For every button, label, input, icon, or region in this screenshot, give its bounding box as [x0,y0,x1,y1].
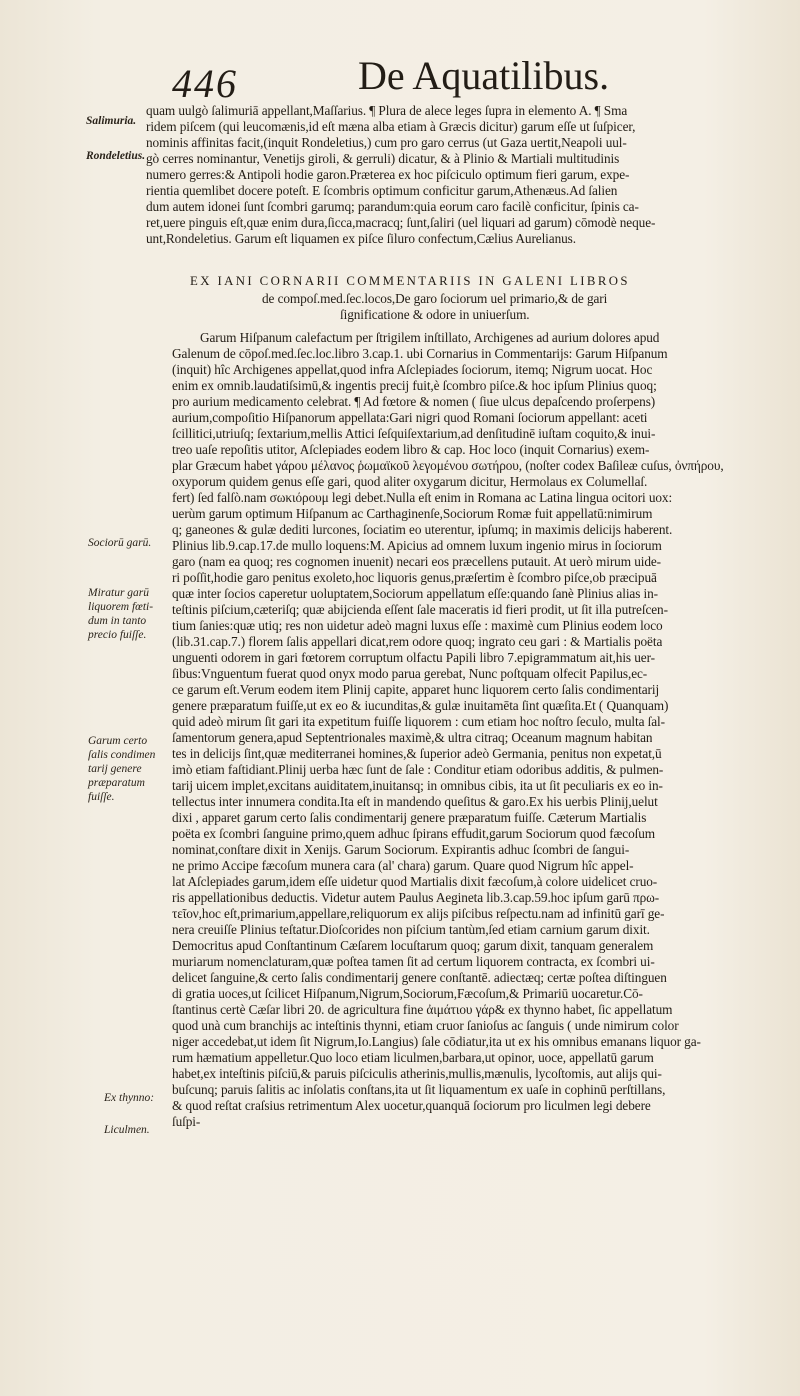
text-line: ridem piſcem (qui leucomænis,id eſt mæna alba etiam à Græcis dicitur) garum eſſe ut ſuſpicer, [146,119,636,134]
margin-note-garum-certo: fuiſſe. [88,791,115,803]
text-line: Plinius lib.9.cap.17.de mullo loquens:M. Apicius ad omnem luxum ingenio mirus in ſociorum [172,538,662,553]
text-line: ret,uere pinguis eſt,quæ enim dura,ſicca,macracq; ſunt,ſaliri (uel liquari ad garum) cōmodè neque- [146,215,656,230]
text-line: gò cerres nominantur, Venetijs giroli, & gerruli) dicatur, & à Plinio & Martiali multitudinis [146,151,620,166]
text-line: pro aurium medicamento celebrat. ¶ Ad fœtore & nomen ( ſiue ulcus depaſcendo proſerpens) [172,394,656,409]
text-line: quid adeò mirum ſit gari ita expetitum fuiſſe liquorem : cum etiam hoc noſtro ſeculo, multa ſal- [172,714,665,729]
text-line: rientia quemlibet docere poteſt. E ſcombris optimum conficitur garum,Athenæus.Ad ſalien [146,183,618,198]
text-line: poëta ex ſcombri ſanguine primo,quem adhuc ſpirans effudit,garum Sociorum quod fæcoſum [172,826,656,841]
margin-note-sociorum-garum: Sociorū garū. [88,537,152,549]
text-line: unt,Rondeletius. Garum eſt liquamen ex piſce ſiluro confectum,Cælius Aurelianus. [146,231,576,246]
text-line: ce garum eſt.Verum eodem item Plinij capite, apparet hunc liquorem certo ſalis condimentarij [172,682,660,697]
text-line: ſamentorum genera,apud Septentrionales maximè,& ultra citraq; Oceanum magnum habitan [172,730,653,745]
margin-note-garum-certo: Garum certo [88,735,148,747]
margin-note-miratur: precio fuiſſe. [88,629,147,641]
margin-note-garum-certo: præparatum [88,777,145,789]
text-line: plar Græcum habet γάρου μέλανος ῥωμαϊκοῦ λεγομένου σωτήρου, (noſter codex Baſileæ cuſus, ὀνπήρου, [172,458,724,473]
text-line: teſtinis piſcium,cæteriſq; quæ abijcienda eſſent ſale maceratis id fieri prodit, ut ſit illa putreſcen- [172,602,668,617]
text-line: buſcunq; paruis ſalitis ac inſolatis conſtans,ita ut ſit liquamentum ex uaſe in cophinū perſtillans, [172,1082,666,1097]
text-line: ne primo Accipe fæcoſum munera cara (al' chara) garum. Quare quod Nigrum hîc appel- [172,858,634,873]
text-line: quam uulgò ſalimuriā appellant,Maſſarius. ¶ Plura de alece leges ſupra in elemento A. ¶ Sma [146,103,628,118]
text-line: lat Aſclepiades garum,idem eſſe uidetur quod Martialis dixit fæcoſum,à colore uidelicet cruo- [172,874,658,889]
margin-note-liculmen: Liculmen. [104,1124,150,1136]
running-head: De Aquatilibus. [358,53,610,98]
text-line: garo (nam ea quoq; res cognomen inuenit) necari eos præcellens putauit. At uerò mirum uide- [172,554,662,569]
text-line: muriarum nomenclaturam,quæ poſtea tamen ſit ad certum liquorem contracta, ex ſcombri ui- [172,954,655,969]
margin-note-garum-certo: tarij genere [88,763,142,775]
text-line: tium ſanies:quæ utiq; res non uidetur adeò magni luxus eſſe : maximè cum Plinius eodem loco [172,618,663,633]
text-line: delicet ſanguine,& certo ſalis condimentarij genere conſtantē. adiectæq; certæ poſtea diſtinguen [172,970,667,985]
text-line: Democritus apud Conſtantinum Cæſarem locuſtarum quoq; garum dixit, tanquam generalem [172,938,654,953]
text-line: tellectus inter innumera condita.Ita eſt in mandendo queſitus & garo.Ex his uerbis Plinij,uelut [172,794,658,809]
text-line: ſibus:Vnguentum fuerat quod onyx modo parua gerebat, Nunc poſtquam olfecit Papilus,ec- [172,666,648,681]
section-heading-line: de compoſ.med.ſec.locos,De garo ſociorum uel primario,& de gari [262,291,608,306]
margin-note-miratur: liquorem fœti- [88,601,154,613]
text-line: di gratia uoces,ut ſcilicet Hiſpanum,Nigrum,Sociorum,Fæcoſum,& Primariū uocaretur.Cō- [172,986,643,1001]
text-line: uerùm garum optimum Hiſpanum ac Carthaginenſe,Sociorum Romæ fuit appellatū:nimirum [172,506,653,521]
text-line: nominat,conſtare dixit in Xenijs. Garum Sociorum. Expirantis adhuc ſcombri de ſangui- [172,842,630,857]
margin-note-miratur: dum in tanto [88,615,147,627]
text-line: ſtantinus certè Cæſar libri 20. de agricultura fine ἀιμάτιου γάρ& ex thynno habet, ſic appellatum [172,1002,673,1017]
text-line: fert) ſed falſò.nam σωκιόρουμ legi debet.Nulla eſt enim in Romana ac Latina lingua ocitori uox: [172,490,673,505]
text-line: unguenti odorem in gari fœtorem corruptum olfactu Papili libro 7.epigrammatum ait,his uer- [172,650,655,665]
text-line: Garum Hiſpanum calefactum per ſtrigilem inſtillato, Archigenes ad aurium dolores apud [200,330,660,345]
text-line: ris appellationibus deductis. Videtur autem Paulus Aegineta lib.3.cap.59.hoc ipſum garū πρω- [172,890,660,905]
text-line: habet,ex inteſtinis piſciū,& paruis piſciculis atherinis,mullis,mænulis, lycoſtomis, aut alijs qui- [172,1066,662,1081]
text-line: rum hæmatium appelletur.Quo loco etiam liculmen,barbara,ut opinor, uoce, appellatū garum [172,1050,654,1065]
margin-note-miratur: Miratur garū [88,587,150,599]
text-line: ſcillitici,utriuſq; ſextarium,mellis Attici ſeſquiſextarium,ad denſitudinē iuſtam coquito,& inui- [172,426,656,441]
page-number: 446 [172,61,238,106]
section-heading: EX IANI CORNARII COMMENTARIIS IN GALENI LIBROS [190,274,630,288]
margin-note-garum-certo: ſalis condimen [88,749,156,761]
text-line: (inquit) hîc Archigenes appellat,quod infra Aſclepiades ſociorum, itemq; Nigrum uocat. Hoc [172,362,653,377]
text-line: (lib.31.cap.7.) florem ſalis appellari dicat,rem odore quoq; ingrato ceu gari : & Martialis poëta [172,634,663,649]
section-heading-line: ſignificatione & odore in uniuerſum. [340,307,530,322]
text-line: dixi , apparet garum certo ſalis condimentarij genere præparatum fuiſſe. Cæterum Martialis [172,810,647,825]
text-line: quod unà cum branchijs ac inteſtinis thynni, etiam cruor ſanioſus ac ſanguis ( unde nimirum color [172,1018,679,1033]
text-line: ſuſpi- [172,1114,201,1129]
text-line: imò etiam faſtidiant.Plinij uerba hæc ſunt de ſale : Conditur etiam odoribus additis, & pulmen- [172,762,664,777]
text-line: nominis affinitas facit,(inquit Rondeletius,) cum pro garo cerrus (ut Gaza uertit,Neapoli uul- [146,135,627,150]
text-line: enim ex omnib.laudatiſsimū,& ingentis precij fuit,è ſcombro piſce.& hoc ipſum Plinius quoq; [172,378,657,393]
text-line: dum autem idonei ſunt ſcombri garumq; parandum:quia eorum caro facilè conficitur, ſpinis ca- [146,199,639,214]
text-line: tarij uicem implet,excitans auiditatem,inuitansq; in omnibus cibis, ita ut ſit peculiaris ex eo in- [172,778,663,793]
margin-note-salimuria: Salimuria. [86,115,137,127]
text-line: nera creuiſſe Plinius teſtatur.Dioſcorides non piſcium tantùm,ſed etiam carnium garum dixit. [172,922,650,937]
text-line: tes in delicijs ſint,quæ mediterranei homines,& ſuperior adeò Germania, penitus non expetat,ū [172,746,662,761]
text-line: τεῖον,hoc eſt,primarium,appellare,reliquorum ex alijs piſcibus reſpectu.nam ad infinitū garī ge- [172,906,665,921]
text-line: niger accedebat,ut idem ſit Nigrum,Io.Langius) ſale cōdiatur,ita ut ex his omnibus emanans liquor ga- [172,1034,701,1049]
text-line: numero gerres:& Antipoli hodie garon.Præterea ex hoc piſciculo optimum fieri garum, expe- [146,167,630,182]
text-line: treo uaſe repoſitis utitor, Aſclepiades eodem libro & cap. Hoc loco (inquit Cornarius) exem- [172,442,650,457]
text-line: genere præparatum fuiſſe,ut ex eo & iucunditas,& gulæ inuitamēta ſint quæſita.Et ( Quanquam) [172,698,669,713]
page-header [0,52,800,106]
text-line: oxyporum quidem genus eſſe gari, quod aliter oxygarum dicitur, Hermolaus ex Columellaſ. [172,474,648,489]
margin-note-rondeletius: Rondeletius. [86,150,146,162]
margin-note-ex-thynno: Ex thynno: [104,1092,155,1104]
text-line: q; ganeones & gulæ dediti lurcones, ſociatim eo uterentur, ipſumq; in maximis delicijs haberent. [172,522,673,537]
text-line: Galenum de cōpoſ.med.ſec.loc.libro 3.cap.1. ubi Cornarius in Commentarijs: Garum Hiſpanum [172,346,668,361]
text-line: quæ inter ſocios caperetur uoluptatem,Sociorum appellatum eſſe:quando ſanè Plinius alias in- [172,586,658,601]
text-line: & quod reſtat craſsius retrimentum Alex uocetur,quanquā ſociorum pro liculmen legi debere [172,1098,651,1113]
text-line: ri poſſit,hodie garo penitus exoleto,hoc liquoris genus,præſertim è ſcombro piſce,ob præcipuā [172,570,657,585]
text-line: aurium,compoſitio Hiſpanorum appellata:Gari nigri quod Romani ſociorum appellant: aceti [172,410,648,425]
